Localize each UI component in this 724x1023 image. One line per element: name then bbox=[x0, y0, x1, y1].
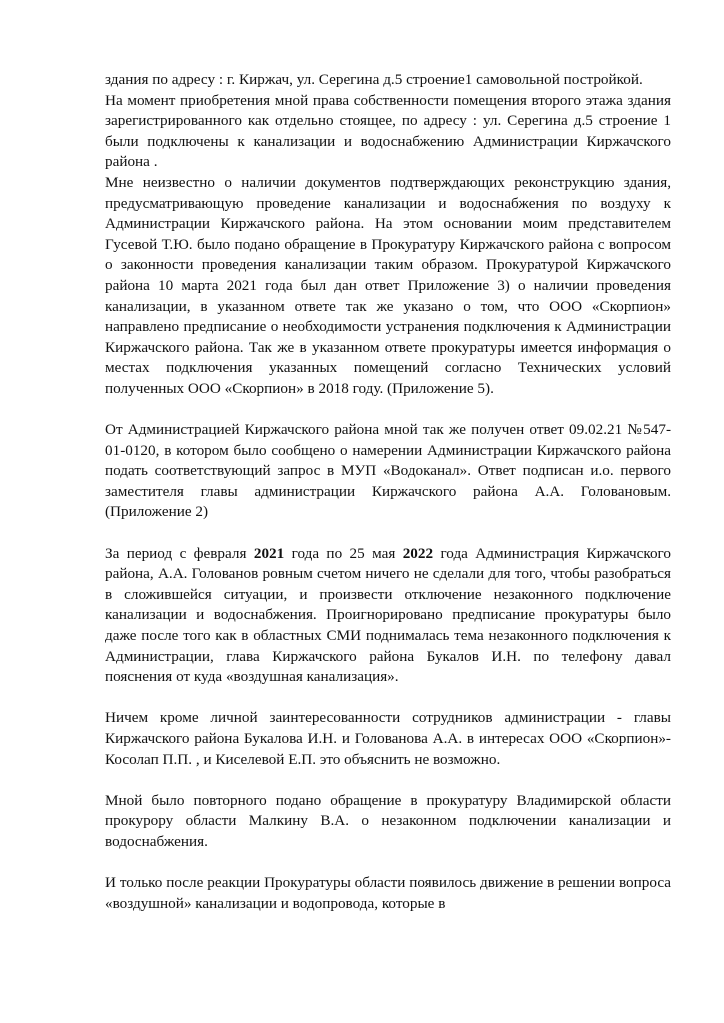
paragraph-text: На момент приобретения мной права собственности помещения второго этажа здания зарегистрированного как отдельно стоящее, по адресу : ул. Серегина д.5 строение 1 были подключены к канализации и водоснабжению Администрации Киржачского района . bbox=[105, 91, 671, 171]
paragraph-text: Ничем кроме личной заинтересованности сотрудников администрации - главы Киржачского района Букалова И.Н. и Голованова А.А. в интересах ООО «Скорпион»- Косолап П.П. , и Киселевой Е.П. это объяснить не возможно. bbox=[105, 709, 671, 768]
paragraph-text: За период с февраля bbox=[105, 544, 254, 562]
paragraph-5 bbox=[105, 544, 671, 688]
document-body bbox=[105, 70, 671, 914]
paragraph-text: От Администрацией Киржачского района мной так же получен ответ 09.02.21 №547-01-0120, в котором было сообщено о намерении Администрации Киржачского района подать соответствующий запрос в МУП «Водоканал». Ответ подписан и.о. первого заместителя главы администрации Киржачского района А.А. Головановым. (Приложение 2) bbox=[105, 421, 671, 521]
paragraph-2 bbox=[105, 91, 671, 173]
paragraph-text: И только после реакции Прокуратуры области появилось движение в решении вопроса «воздушной» канализации и водопровода, которые в bbox=[105, 874, 671, 912]
paragraph-text: года по 25 мая bbox=[284, 544, 403, 562]
paragraph-4 bbox=[105, 420, 671, 523]
paragraph-8 bbox=[105, 873, 671, 914]
paragraph-7 bbox=[105, 791, 671, 853]
paragraph-text: года Администрация Киржачского района, А.А. Голованов ровным счетом ничего не сделали для того, чтобы разобраться в сложившейся ситуации, и произвести отключение незаконного подключение канализации и водоснабжения. Проигнорировано предписание прокуратуры было даже после того как в областных СМИ поднималась тема незаконного подключения к Администрации, глава Киржачского района Букалов И.Н. по телефону давал пояснения от куда «воздушная канализация». bbox=[105, 544, 671, 686]
paragraph-3 bbox=[105, 173, 671, 400]
paragraph-text: Мной было повторного подано обращение в прокуратуру Владимирской области прокурору области Малкину В.А. о незаконном подключении канализации и водоснабжения. bbox=[105, 791, 671, 850]
paragraph-text: здания по адресу : г. Киржач, ул. Серегина д.5 строение1 самовольной постройкой. bbox=[105, 71, 643, 88]
paragraph-1 bbox=[105, 70, 671, 91]
year-bold: 2022 bbox=[402, 544, 434, 562]
year-bold: 2021 bbox=[253, 544, 285, 562]
paragraph-6 bbox=[105, 708, 671, 770]
paragraph-text: Мне неизвестно о наличии документов подтверждающих реконструкцию здания, предусматривающую проведение канализации и водоснабжения по воздуху к Администрации Киржачского района. На этом основании моим представителем Гусевой Т.Ю. было подано обращение в Прокуратуру Киржачского района с вопросом о законности проведения канализации таким образом. Прокуратурой Киржачского района 10 марта 2021 года был дан ответ Приложение 3) о наличии проведения канализации, в указанном ответе так же указано о том, что ООО «Скорпион» направлено предписание о необходимости устранения подключения к Администрации Киржачского района. Так же в указанном ответе прокуратуры имеется информация о местах подключения указанных помещений согласно Технических условий полученных ООО «Скорпион» в 2018 году. (Приложение 5). bbox=[105, 173, 671, 397]
